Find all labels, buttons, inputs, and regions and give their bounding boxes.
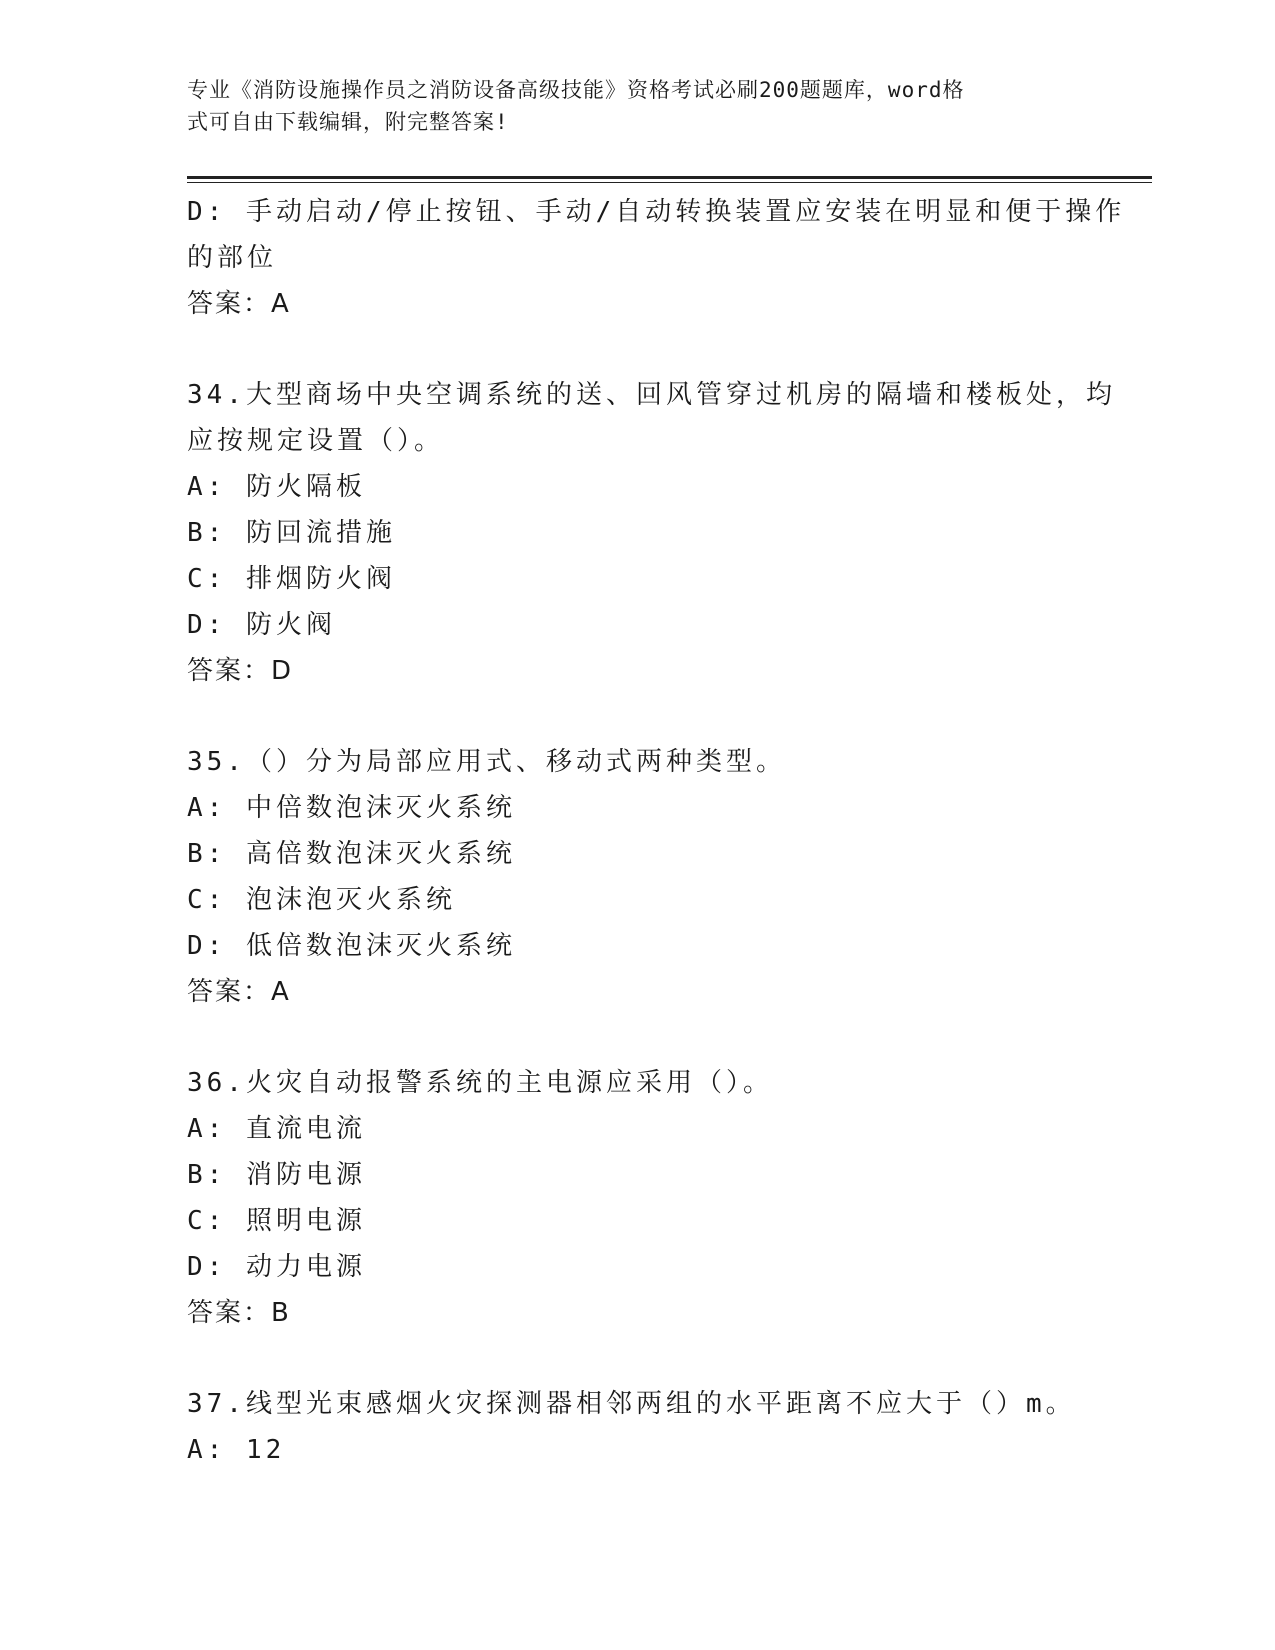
answer-label: 答案：B [187,1298,291,1328]
option-text: D: 手动启动/停止按钮、手动/自动转换装置应安装在明显和便于操作 [187,197,1126,227]
header-rule-thin [187,182,1152,183]
question-text: 35.（）分为局部应用式、移动式两种类型。 [187,747,786,777]
question-35 [187,739,1087,1015]
question-text: 37.线型光束感烟火灾探测器相邻两组的水平距离不应大于（）m。 [187,1389,1076,1419]
header-rule-thick [187,176,1152,179]
document-header [187,74,1067,138]
option-b: B: 消防电源 [187,1160,366,1190]
question-content [187,189,1126,1473]
option-d: D: 防火阀 [187,610,336,640]
option-a: A: 12 [187,1435,286,1465]
option-d: D: 动力电源 [187,1252,366,1282]
option-c: C: 泡沫泡灭火系统 [187,885,456,915]
option-c: C: 照明电源 [187,1206,366,1236]
option-d: D: 低倍数泡沫灭火系统 [187,931,516,961]
question-fragment [187,189,1126,327]
answer-label: 答案：D [187,656,294,686]
question-text-continued: 应按规定设置（）。 [187,426,445,456]
option-a: A: 防火隔板 [187,472,366,502]
question-text: 36.火灾自动报警系统的主电源应采用（）。 [187,1068,773,1098]
question-34 [187,372,1116,694]
question-36 [187,1060,1087,1336]
question-text: 34.大型商场中央空调系统的送、回风管穿过机房的隔墙和楼板处，均 [187,380,1116,410]
option-a: A: 直流电流 [187,1114,366,1144]
option-a: A: 中倍数泡沫灭火系统 [187,793,516,823]
answer-label: 答案：A [187,289,291,319]
option-text-continued: 的部位 [187,243,278,273]
answer-label: 答案：A [187,977,291,1007]
option-b: B: 防回流措施 [187,518,396,548]
option-b: B: 高倍数泡沫灭火系统 [187,839,516,869]
option-c: C: 排烟防火阀 [187,564,396,594]
question-37 [187,1381,1087,1473]
header-line-2: 式可自由下载编辑，附完整答案! [187,110,509,134]
header-line-1: 专业《消防设施操作员之消防设备高级技能》资格考试必刷200题题库，word格 [187,78,965,102]
